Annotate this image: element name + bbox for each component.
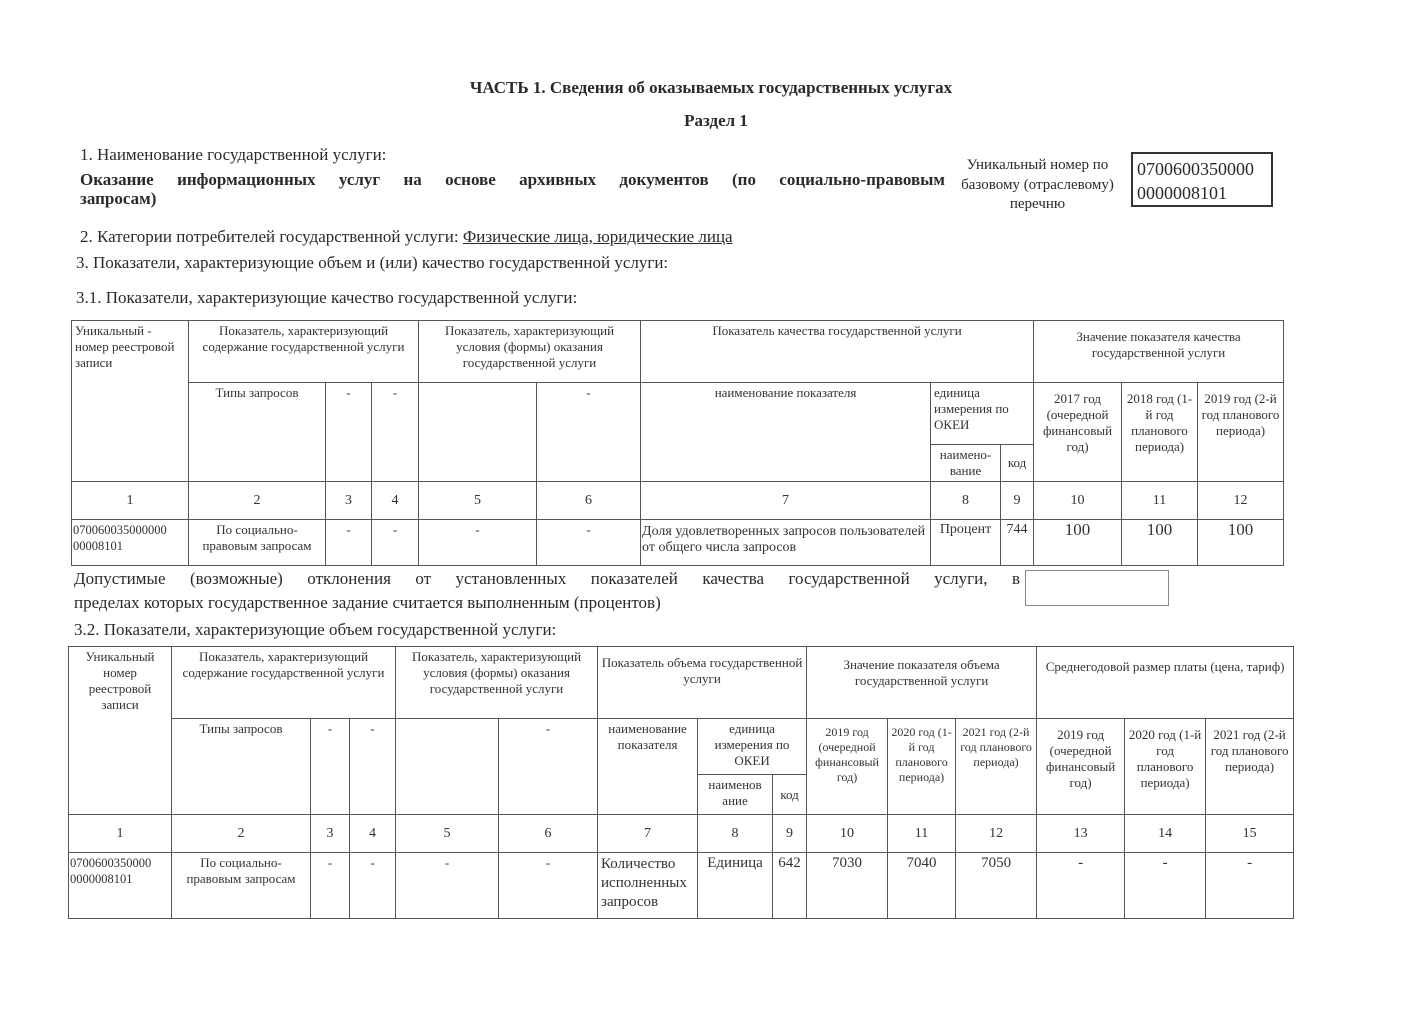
header-unit-name: наименов ание: [698, 775, 773, 815]
header-registry: Уникальный номер реестровой записи: [69, 647, 172, 815]
value-year1: 100: [1034, 520, 1122, 566]
col-number: 5: [419, 482, 537, 520]
cell-c6: -: [537, 520, 641, 566]
consumers-line: [80, 227, 733, 247]
unique-number-line2: 0000008101: [1137, 183, 1227, 203]
header-dash-4: -: [372, 383, 419, 482]
header-registry: Уникальный - номер реестровой записи: [72, 321, 189, 482]
header-year3: 2021 год (2-й год планового периода): [956, 719, 1037, 815]
header-fee-year1: 2019 год (очередной финансовый год): [1037, 719, 1125, 815]
header-indicator-name: наименование показателя: [598, 719, 698, 815]
header-types: Типы запросов: [172, 719, 311, 815]
unit-name: Единица: [698, 853, 773, 919]
cell-c3: -: [311, 853, 350, 919]
cell-c5: -: [396, 853, 499, 919]
header-content: Показатель, характеризующий содержание государственной услуги: [172, 647, 396, 719]
table-row: [69, 853, 1294, 919]
header-unit-code: код: [773, 775, 807, 815]
deviation-line1: Допустимые (возможные) отклонения от установленных показателей качества государственной услуги, в: [74, 569, 1020, 588]
cell-c6: -: [499, 853, 598, 919]
unit-name: Процент: [931, 520, 1001, 566]
quality-table: [71, 320, 1284, 566]
header-indicator-name: наименование показателя: [641, 383, 931, 482]
part-title: ЧАСТЬ 1. Сведения об оказываемых государственных услугах: [469, 78, 953, 97]
header-conditions: Показатель, характеризующий условия (формы) оказания государственной услуги: [419, 321, 641, 383]
col-number: 6: [537, 482, 641, 520]
header-year1: 2017 год (очередной финансовый год): [1034, 383, 1122, 482]
header-unit: единица измерения по ОКЕИ: [931, 383, 1034, 445]
col-number: 12: [956, 815, 1037, 853]
header-unit-code: код: [1001, 445, 1034, 482]
col-number: 9: [773, 815, 807, 853]
col-number: 15: [1206, 815, 1294, 853]
request-type: По социально-правовым запросам: [172, 853, 311, 919]
registry-line2: 00008101: [73, 539, 123, 553]
col-number: 1: [69, 815, 172, 853]
unit-code: 642: [773, 853, 807, 919]
header-year3: 2019 год (2-й год планового периода): [1198, 383, 1284, 482]
col-number: 2: [189, 482, 326, 520]
registry-line1: 070060035000000: [73, 523, 167, 537]
header-year1: 2019 год (очередной финансовый год): [807, 719, 888, 815]
col-number: 4: [350, 815, 396, 853]
col-number: 10: [807, 815, 888, 853]
volume-table: [68, 646, 1294, 919]
cell-c3: -: [326, 520, 372, 566]
cell-c5: -: [419, 520, 537, 566]
header-dash-6: -: [499, 719, 598, 815]
cell-c4: -: [372, 520, 419, 566]
col-number: 3: [311, 815, 350, 853]
col-number: 1: [72, 482, 189, 520]
value-year2: 100: [1122, 520, 1198, 566]
header-dash-3: -: [311, 719, 350, 815]
unique-number-box: [1131, 152, 1273, 207]
col-number: 7: [641, 482, 931, 520]
unique-number-label: Уникальный номер по базовому (отраслевому) перечню: [961, 157, 1114, 212]
registry-number: [69, 853, 172, 919]
col-number: 12: [1198, 482, 1284, 520]
col-number: 10: [1034, 482, 1122, 520]
indicator-name: Доля удовлетворенных запросов пользователей от общего числа запросов: [641, 520, 931, 566]
col-number: 13: [1037, 815, 1125, 853]
col-number: 5: [396, 815, 499, 853]
value-year3: 7050: [956, 853, 1037, 919]
col-number: 8: [931, 482, 1001, 520]
service-name-line2: запросам): [80, 189, 157, 208]
indicator-name: Количество исполненных запросов: [598, 853, 698, 919]
col-number: 9: [1001, 482, 1034, 520]
header-fee-year3: 2021 год (2-й год планового периода): [1206, 719, 1294, 815]
header-content: Показатель, характеризующий содержание государственной услуги: [189, 321, 419, 383]
quality-heading: 3.1. Показатели, характеризующие качество государственной услуги:: [76, 288, 578, 307]
request-type: По социально-правовым запросам: [189, 520, 326, 566]
header-year2: 2018 год (1-й год планового периода): [1122, 383, 1198, 482]
header-value: Значение показателя качества государственной услуги: [1034, 321, 1284, 383]
consumers-value: Физические лица, юридические лица: [462, 227, 733, 246]
consumers-label: 2. Категории потребителей государственной услуги:: [80, 227, 463, 246]
header-col5: [419, 383, 537, 482]
header-fee-year2: 2020 год (1-й год планового периода): [1125, 719, 1206, 815]
cell-c4: -: [350, 853, 396, 919]
col-number: 7: [598, 815, 698, 853]
header-value: Значение показателя объема государственной услуги: [807, 647, 1037, 719]
header-year2: 2020 год (1-й год планового периода): [888, 719, 956, 815]
registry-line2: 0000008101: [70, 872, 133, 886]
service-name-line1: Оказание информационных услуг на основе архивных документов (по социально-правовым: [80, 170, 945, 189]
col-number: 11: [888, 815, 956, 853]
header-types: Типы запросов: [189, 383, 326, 482]
col-number: 8: [698, 815, 773, 853]
header-quality: Показатель качества государственной услуги: [641, 321, 1034, 383]
service-name-label: 1. Наименование государственной услуги:: [80, 145, 387, 164]
col-number: 6: [499, 815, 598, 853]
col-number: 14: [1125, 815, 1206, 853]
value-year3: 100: [1198, 520, 1284, 566]
unit-code: 744: [1001, 520, 1034, 566]
table-row: [72, 520, 1284, 566]
header-fee: Среднегодовой размер платы (цена, тариф): [1037, 647, 1294, 719]
header-unit: единица измерения по ОКЕИ: [698, 719, 807, 775]
value-year2: 7040: [888, 853, 956, 919]
header-dash-6: -: [537, 383, 641, 482]
indicators-heading: 3. Показатели, характеризующие объем и (или) качество государственной услуги:: [76, 253, 669, 272]
fee-year1: -: [1037, 853, 1125, 919]
volume-heading: 3.2. Показатели, характеризующие объем государственной услуги:: [74, 620, 557, 639]
col-number: 4: [372, 482, 419, 520]
section-title: Раздел 1: [684, 111, 748, 130]
unique-number-line1: 0700600350000: [1137, 159, 1254, 179]
header-col5: [396, 719, 499, 815]
header-volume: Показатель объема государственной услуги: [598, 647, 807, 719]
fee-year3: -: [1206, 853, 1294, 919]
deviation-line2: пределах которых государственное задание считается выполненным (процентов): [74, 593, 661, 612]
col-number: 3: [326, 482, 372, 520]
deviation-value-box: [1025, 570, 1169, 606]
header-dash-3: -: [326, 383, 372, 482]
fee-year2: -: [1125, 853, 1206, 919]
header-conditions: Показатель, характеризующий условия (формы) оказания государственной услуги: [396, 647, 598, 719]
header-dash-4: -: [350, 719, 396, 815]
registry-number: [72, 520, 189, 566]
header-unit-name: наимено-вание: [931, 445, 1001, 482]
col-number: 11: [1122, 482, 1198, 520]
value-year1: 7030: [807, 853, 888, 919]
registry-line1: 0700600350000: [70, 856, 152, 870]
col-number: 2: [172, 815, 311, 853]
